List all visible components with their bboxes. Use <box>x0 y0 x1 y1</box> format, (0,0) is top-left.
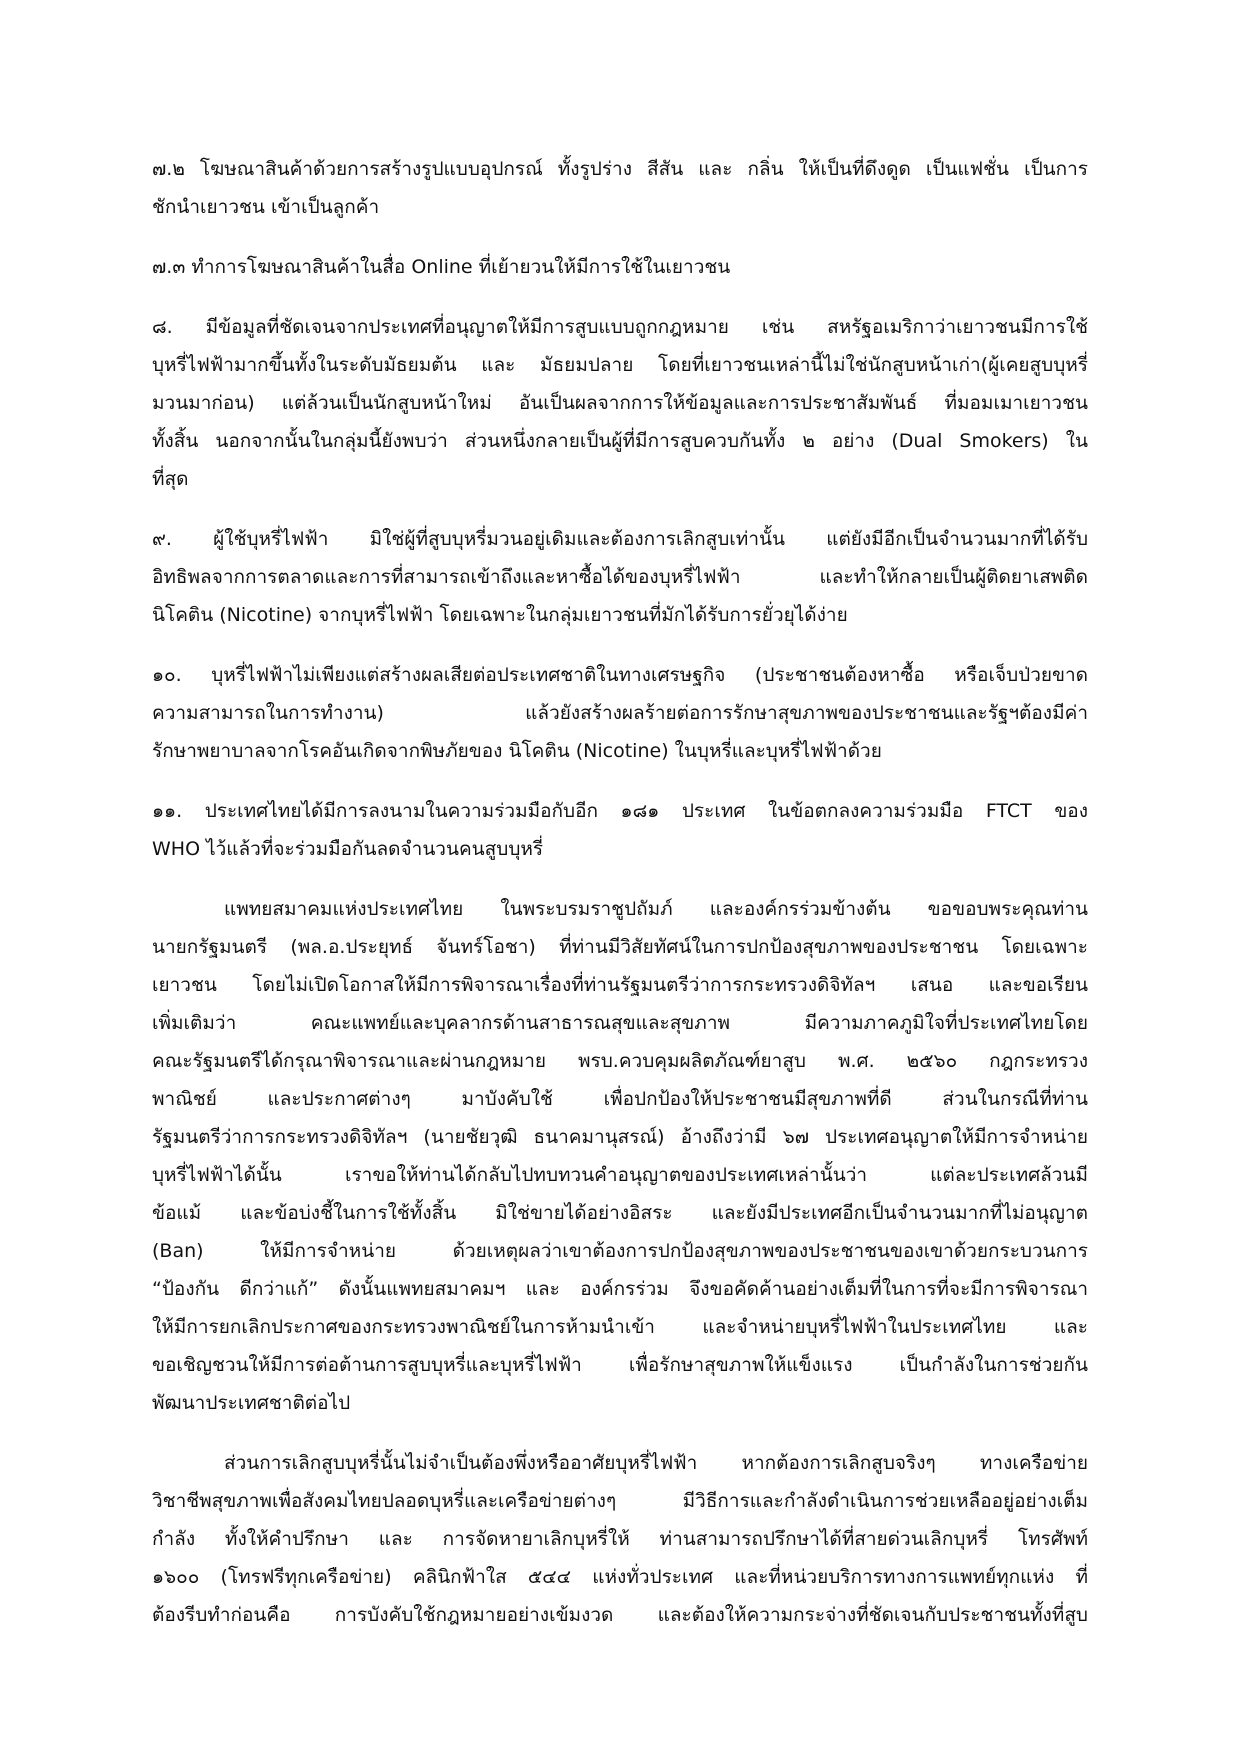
paragraph-item-9 <box>152 520 1088 634</box>
text-line: รักษาพยาบาลจากโรคอันเกิดจากพิษภัยของ นิโคติน (Nicotine) ในบุหรี่และบุหรี่ไฟฟ้าด้วย <box>152 740 882 762</box>
text-line: นิโคติน (Nicotine) จากบุหรี่ไฟฟ้า โดยเฉพาะในกลุ่มเยาวชนที่มักได้รับการยั่วยุได้ง่าย <box>152 604 848 626</box>
paragraph-cessation <box>152 1444 1088 1634</box>
text-line: กำลัง ทั้งให้คำปรึกษา และ การจัดหายาเลิกบุหรี่ให้ ท่านสามารถปรึกษาได้ที่สายด่วนเลิกบุหรี่ โทรศัพท์ <box>152 1528 1088 1550</box>
text-line: ๗.๓ ทำการโฆษณาสินค้าในสื่อ Online ที่เย้ายวนให้มีการใช้ในเยาวชน <box>152 256 731 278</box>
text-line: วิชาชีพสุขภาพเพื่อสังคมไทยปลอดบุหรี่และเครือข่ายต่างๆ มีวิธีการและกำลังดำเนินการช่วยเหลืออยู่อย่างเต็ม <box>152 1490 1088 1512</box>
text-line: คณะรัฐมนตรีได้กรุณาพิจารณาและผ่านกฎหมาย พรบ.ควบคุมผลิตภัณฑ์ยาสูบ พ.ศ. ๒๕๖๐ กฎกระทรวง <box>152 1050 1088 1072</box>
text-line: ๘. มีข้อมูลที่ชัดเจนจากประเทศที่อนุญาตให้มีการสูบแบบถูกกฎหมาย เช่น สหรัฐอเมริกาว่าเยาวชนมีการใช้ <box>152 316 1088 338</box>
paragraph-item-10 <box>152 656 1088 770</box>
text-line: (Ban) ให้มีการจำหน่าย ด้วยเหตุผลว่าเขาต้องการปกป้องสุขภาพของประชาชนของเขาด้วยกระบวนการ <box>152 1240 1088 1262</box>
text-line: พาณิชย์ และประกาศต่างๆ มาบังคับใช้ เพื่อปกป้องให้ประชาชนมีสุขภาพที่ดี ส่วนในกรณีที่ท่าน <box>152 1088 1088 1110</box>
text-line: เพิ่มเติมว่า คณะแพทย์และบุคลากรด้านสาธารณสุขและสุขภาพ มีความภาคภูมิใจที่ประเทศไทยโดย <box>152 1012 1088 1034</box>
text-line: ต้องรีบทำก่อนคือ การบังคับใช้กฎหมายอย่างเข้มงวด และต้องให้ความกระจ่างที่ชัดเจนกับประชาชนทั้งที่สูบ <box>152 1604 1088 1626</box>
text-line: ให้มีการยกเลิกประกาศของกระทรวงพาณิชย์ในการห้ามนำเข้า และจำหน่ายบุหรี่ไฟฟ้าในประเทศไทย และ <box>152 1316 1088 1338</box>
text-line: ๑๑. ประเทศไทยได้มีการลงนามในความร่วมมือกับอีก ๑๘๑ ประเทศ ในข้อตกลงความร่วมมือ FTCT ของ <box>152 800 1088 822</box>
text-line: ความสามารถในการทำงาน) แล้วยังสร้างผลร้ายต่อการรักษาสุขภาพของประชาชนและรัฐฯต้องมีค่า <box>152 702 1088 724</box>
text-line: รัฐมนตรีว่าการกระทรวงดิจิทัลฯ (นายชัยวุฒิ ธนาคมานุสรณ์) อ้างถึงว่ามี ๖๗ ประเทศอนุญาตให้มีการจำหน่าย <box>152 1126 1088 1148</box>
text-line: “ป้องกัน ดีกว่าแก้” ดังนั้นแพทยสมาคมฯ และ องค์กรร่วม จึงขอคัดค้านอย่างเต็มที่ในการที่จะมีการพิจารณา <box>152 1278 1088 1300</box>
text-line: ที่สุด <box>152 468 189 490</box>
text-line: บุหรี่ไฟฟ้าได้นั้น เราขอให้ท่านได้กลับไปทบทวนคำอนุญาตของประเทศเหล่านั้นว่า แต่ละประเทศล้วนมี <box>152 1164 1088 1186</box>
paragraph-item-11 <box>152 792 1088 868</box>
text-line: นายกรัฐมนตรี (พล.อ.ประยุทธ์ จันทร์โอชา) ที่ท่านมีวิสัยทัศน์ในการปกป้องสุขภาพของประชาชน โดยเฉพาะ <box>152 936 1088 958</box>
text-line: พัฒนาประเทศชาติต่อไป <box>152 1392 351 1414</box>
text-line: มวนมาก่อน) แต่ล้วนเป็นนักสูบหน้าใหม่ อันเป็นผลจากการให้ข้อมูลและการประชาสัมพันธ์ ที่มอมเมาเยาวชน <box>152 392 1088 414</box>
text-line: แพทยสมาคมแห่งประเทศไทย ในพระบรมราชูปถัมภ์ และองค์กรร่วมข้างต้น ขอขอบพระคุณท่าน <box>224 898 1088 920</box>
paragraph-item-7-2 <box>152 150 1088 226</box>
text-line: ๗.๒ โฆษณาสินค้าด้วยการสร้างรูปแบบอุปกรณ์ ทั้งรูปร่าง สีสัน และ กลิ่น ให้เป็นที่ดึงดูด เป็นแฟชั่น เป็นการ <box>152 158 1088 180</box>
text-line: ชักนำเยาวชน เข้าเป็นลูกค้า <box>152 196 380 218</box>
document-page <box>152 150 1088 1634</box>
paragraph-item-7-3 <box>152 248 1088 286</box>
paragraph-item-8 <box>152 308 1088 498</box>
text-line: ขอเชิญชวนให้มีการต่อต้านการสูบบุหรี่และบุหรี่ไฟฟ้า เพื่อรักษาสุขภาพให้แข็งแรง เป็นกำลังในการช่วยกัน <box>152 1354 1088 1376</box>
text-line: บุหรี่ไฟฟ้ามากขึ้นทั้งในระดับมัธยมต้น และ มัธยมปลาย โดยที่เยาวชนเหล่านี้ไม่ใช่นักสูบหน้าเก่า(ผู้เคยสูบบุหรี่ <box>152 354 1088 376</box>
text-line: ๑๖๐๐ (โทรฟรีทุกเครือข่าย) คลินิกฟ้าใส ๕๔๔ แห่งทั่วประเทศ และที่หน่วยบริการทางการแพทย์ทุกแห่ง ที่ <box>152 1566 1088 1588</box>
text-line: ส่วนการเลิกสูบบุหรี่นั้นไม่จำเป็นต้องพึ่งหรืออาศัยบุหรี่ไฟฟ้า หากต้องการเลิกสูบจริงๆ ทางเครือข่าย <box>224 1452 1088 1474</box>
text-line: ๑๐. บุหรี่ไฟฟ้าไม่เพียงแต่สร้างผลเสียต่อประเทศชาติในทางเศรษฐกิจ (ประชาชนต้องหาซื้อ หรือเจ็บป่วยขาด <box>152 664 1088 686</box>
text-line: ๙. ผู้ใช้บุหรี่ไฟฟ้า มิใช่ผู้ที่สูบบุหรี่มวนอยู่เดิมและต้องการเลิกสูบเท่านั้น แต่ยังมีอีกเป็นจำนวนมากที่ได้รับ <box>152 528 1088 550</box>
paragraph-statement <box>152 890 1088 1422</box>
text-line: อิทธิพลจากการตลาดและการที่สามารถเข้าถึงและหาซื้อได้ของบุหรี่ไฟฟ้า และทำให้กลายเป็นผู้ติดยาเสพติด <box>152 566 1088 588</box>
text-line: เยาวชน โดยไม่เปิดโอกาสให้มีการพิจารณาเรื่องที่ท่านรัฐมนตรีว่าการกระทรวงดิจิทัลฯ เสนอ และขอเรียน <box>152 974 1088 996</box>
text-line: ข้อแม้ และข้อบ่งชี้ในการใช้ทั้งสิ้น มิใช่ขายได้อย่างอิสระ และยังมีประเทศอีกเป็นจำนวนมากที่ไม่อนุญาต <box>152 1202 1088 1224</box>
text-line: WHO ไว้แล้วที่จะร่วมมือกันลดจำนวนคนสูบบุหรี่ <box>152 838 544 860</box>
text-line: ทั้งสิ้น นอกจากนั้นในกลุ่มนี้ยังพบว่า ส่วนหนึ่งกลายเป็นผู้ที่มีการสูบควบกันทั้ง ๒ อย่าง (Dual Smokers) ใน <box>152 430 1088 452</box>
